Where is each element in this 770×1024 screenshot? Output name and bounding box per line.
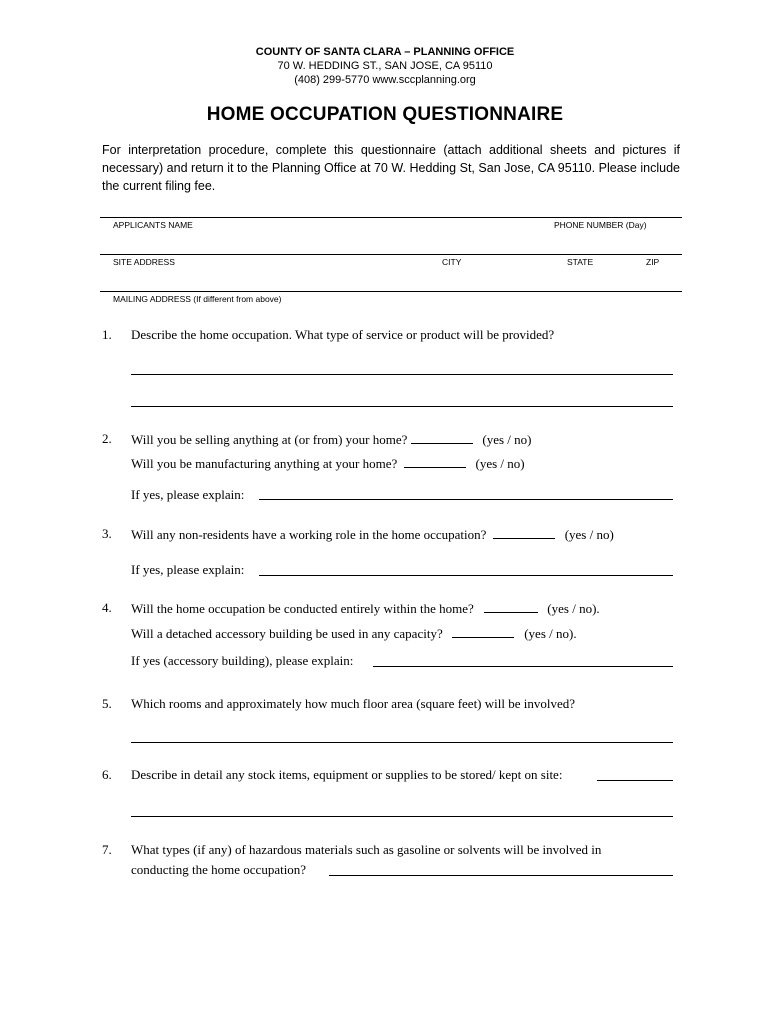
q6-answer-field-inline[interactable] [597, 780, 673, 781]
q3-text: Will any non-residents have a working role in the home occupation? [131, 527, 487, 542]
q3-question [131, 526, 614, 543]
q6-answer-line[interactable] [131, 816, 673, 817]
site-address-label: SITE ADDRESS [113, 257, 175, 267]
q7-answer-field[interactable] [329, 875, 673, 876]
q5-number: 5. [102, 696, 112, 711]
q2-explain-row [131, 487, 244, 503]
q4-number: 4. [102, 600, 112, 615]
state-label: STATE [567, 257, 594, 267]
q3-number: 3. [102, 526, 112, 541]
q2-question-b [131, 455, 525, 472]
q2-option-b: (yes / no) [475, 456, 525, 471]
q1-text: Describe the home occupation. What type of service or product will be provided? [131, 327, 555, 342]
city-label: CITY [442, 257, 462, 267]
q2-option-a: (yes / no) [482, 432, 532, 447]
q4-text-b: Will a detached accessory building be used in any capacity? [131, 626, 443, 641]
q1-answer-line-2[interactable] [131, 406, 673, 407]
q3-option: (yes / no) [564, 527, 614, 542]
q6-text: Describe in detail any stock items, equipment or supplies to be stored/ kept on site: [131, 767, 563, 782]
q3-explain-field[interactable] [259, 575, 673, 576]
q5-answer-line[interactable] [131, 742, 673, 743]
q6-question [131, 767, 562, 783]
q2-answer-a-field[interactable] [411, 431, 473, 444]
applicant-name-label: APPLICANTS NAME [113, 220, 193, 230]
q5-text: Which rooms and approximately how much floor area (square feet) will be involved? [131, 696, 576, 711]
q7-text-b: conducting the home occupation? [131, 862, 307, 877]
mailing-address-label: MAILING ADDRESS (If different from above) [113, 294, 282, 304]
q4-answer-a-field[interactable] [484, 600, 538, 613]
page-title: HOME OCCUPATION QUESTIONNAIRE [206, 104, 564, 125]
office-name: COUNTY OF SANTA CLARA – PLANNING OFFICE [255, 46, 515, 58]
q2-explain-label: If yes, please explain: [131, 487, 245, 502]
q2-text-a: Will you be selling anything at (or from) your home? [131, 432, 408, 447]
q4-explain-row [131, 653, 353, 669]
q4-explain-field[interactable] [373, 666, 673, 667]
q3-explain-row [131, 562, 244, 578]
q2-question-a [131, 431, 532, 448]
intro-paragraph: For interpretation procedure, complete this questionnaire (attach additional sheets and pictures if necessary) and return it to the Planning Office at 70 W. Hedding St, San Jose, CA 95110. Please include the current filing fee. [102, 143, 680, 193]
office-address: 70 W. HEDDING ST., SAN JOSE, CA 95110 [277, 60, 493, 72]
q3-answer-field[interactable] [493, 526, 555, 539]
q7-question-b [131, 862, 306, 878]
q2-explain-field[interactable] [259, 499, 673, 500]
q3-explain-label: If yes, please explain: [131, 562, 245, 577]
q6-number: 6. [102, 767, 112, 782]
q4-question-a [131, 600, 600, 617]
mailing-address-line[interactable] [100, 291, 682, 292]
q7-number: 7. [102, 842, 112, 857]
q4-explain-label: If yes (accessory building), please explain: [131, 653, 354, 668]
zip-label: ZIP [646, 257, 660, 267]
q2-text-b: Will you be manufacturing anything at your home? [131, 456, 398, 471]
q1-number: 1. [102, 327, 112, 342]
site-address-line[interactable] [100, 254, 682, 255]
q4-text-a: Will the home occupation be conducted entirely within the home? [131, 601, 474, 616]
q4-answer-b-field[interactable] [452, 625, 514, 638]
q7-text-a: What types (if any) of hazardous materials such as gasoline or solvents will be involved in [131, 842, 602, 857]
applicant-name-line[interactable] [100, 217, 682, 218]
q4-option-b: (yes / no). [524, 626, 577, 641]
q1-answer-line-1[interactable] [131, 374, 673, 375]
q4-question-b [131, 625, 577, 642]
q2-answer-b-field[interactable] [404, 455, 466, 468]
phone-label: PHONE NUMBER (Day) [554, 220, 647, 230]
q4-option-a: (yes / no). [547, 601, 600, 616]
q2-number: 2. [102, 431, 112, 446]
office-contact: (408) 299-5770 www.sccplanning.org [294, 74, 476, 86]
